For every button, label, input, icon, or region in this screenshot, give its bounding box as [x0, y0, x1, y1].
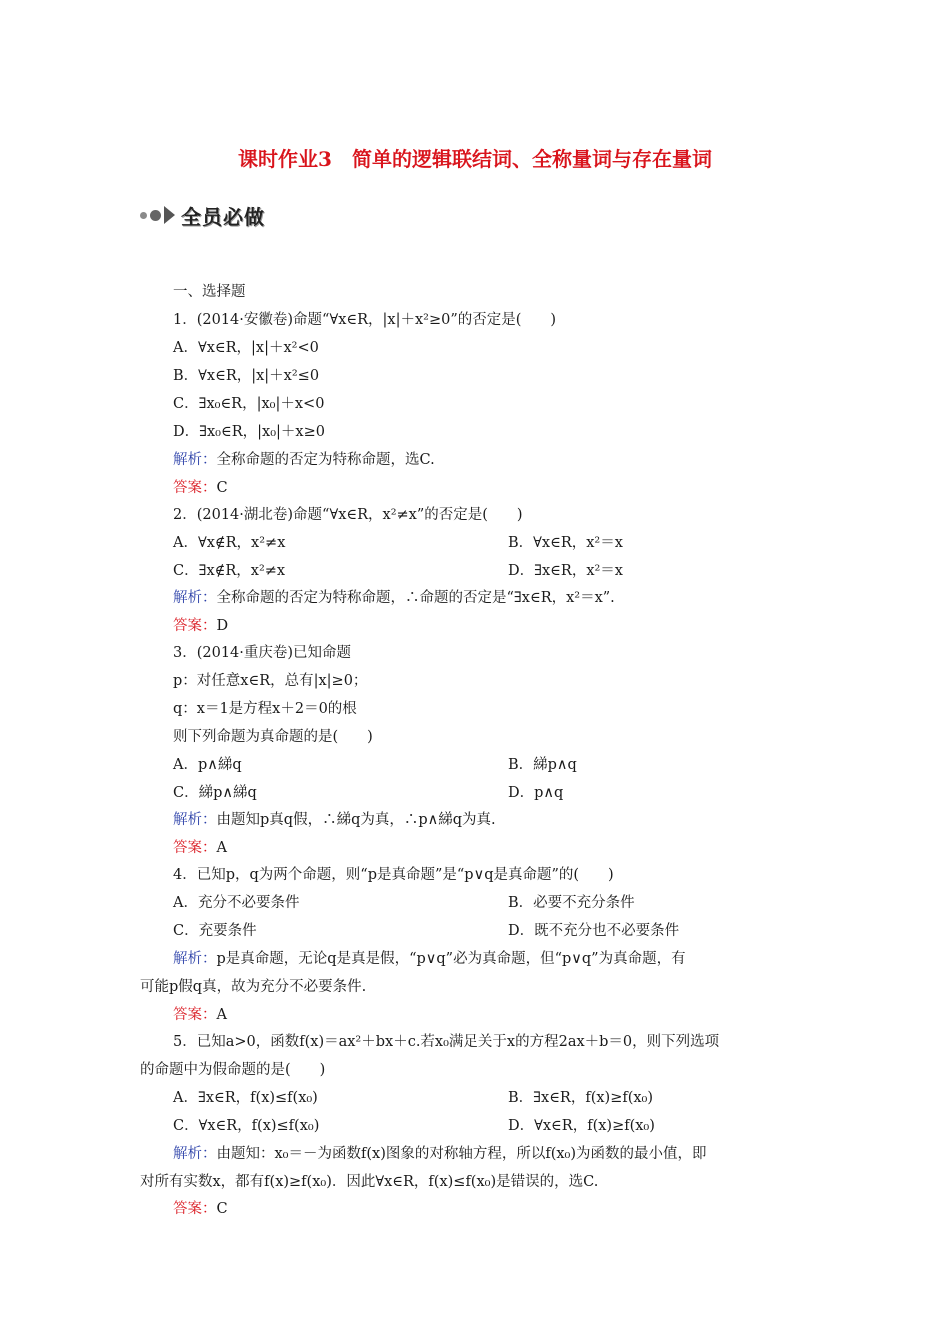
question-5-option-b: B．∃x∈R，f(x)≥f(x₀): [508, 1090, 654, 1106]
question-4-stem: 4．已知p，q为两个命题，则“p是真命题”是“p∨q是真命题”的( ): [173, 867, 614, 883]
question-1-option-b: B．∀x∈R，|x|＋x²≤0: [173, 368, 320, 384]
answer-text: A: [216, 1007, 227, 1023]
analysis-label: 解析：: [173, 951, 217, 967]
section-banner: [140, 203, 265, 227]
question-1-stem: 1．(2014·安徽卷)命题“∀x∈R，|x|＋x²≥0”的否定是( ): [173, 312, 557, 328]
question-2-analysis: [173, 586, 615, 607]
question-1-option-d: D．∃x₀∈R，|x₀|＋x≥0: [173, 424, 325, 440]
answer-text: C: [216, 480, 228, 496]
question-4-analysis: [173, 947, 686, 968]
answer-text: D: [216, 618, 229, 634]
analysis-label: 解析：: [173, 1146, 217, 1162]
section-heading: 一、选择题: [173, 284, 246, 300]
analysis-text: 全称命题的否定为特称命题，选C.: [216, 452, 435, 468]
question-4-analysis-cont: 可能p假q真，故为充分不必要条件.: [140, 979, 367, 995]
question-2-answer: [173, 614, 228, 635]
question-3-premise-p: p：对任意x∈R，总有|x|≥0；: [173, 673, 368, 689]
question-5-analysis-cont: 对所有实数x，都有f(x)≥f(x₀)．因此∀x∈R，f(x)≤f(x₀)是错误的，选C.: [140, 1174, 599, 1190]
question-3-premise-q: q：x＝1是方程x＋2＝0的根: [173, 701, 357, 717]
analysis-label: 解析：: [173, 452, 217, 468]
question-2-option-a: A．∀x∉R，x²≠x: [173, 535, 286, 551]
analysis-label: 解析：: [173, 812, 217, 828]
question-3-stem: 3．(2014·重庆卷)已知命题: [173, 645, 352, 661]
question-3-option-b: B．綈p∧q: [508, 757, 577, 773]
question-4-option-c: C．充要条件: [173, 923, 257, 939]
question-3-ask: 则下列命题为真命题的是( ): [173, 729, 373, 745]
answer-label: 答案：: [173, 840, 217, 856]
question-5-option-c: C．∀x∈R，f(x)≤f(x₀): [173, 1118, 320, 1134]
question-1-answer: [173, 476, 228, 497]
analysis-text: 由题知p真q假，∴綈q为真，∴p∧綈q为真.: [216, 812, 496, 828]
question-5-option-a: A．∃x∈R，f(x)≤f(x₀): [173, 1090, 318, 1106]
question-1-analysis: [173, 448, 435, 469]
question-4-answer: [173, 1003, 227, 1024]
answer-label: 答案：: [173, 480, 217, 496]
dot-small-icon: [140, 212, 147, 219]
question-5-answer: [173, 1197, 228, 1218]
answer-label: 答案：: [173, 1201, 217, 1217]
arrow-right-icon: [164, 206, 175, 224]
analysis-label: 解析：: [173, 590, 217, 606]
question-4-option-d: D．既不充分也不必要条件: [508, 923, 680, 939]
question-4-option-a: A．充分不必要条件: [173, 895, 300, 911]
question-5-option-d: D．∀x∈R，f(x)≥f(x₀): [508, 1118, 655, 1134]
question-2-stem: 2．(2014·湖北卷)命题“∀x∈R，x²≠x”的否定是( ): [173, 507, 523, 523]
analysis-text: 全称命题的否定为特称命题，∴命题的否定是“∃x∈R，x²＝x”.: [216, 590, 615, 606]
banner-title: 全员必做: [181, 204, 265, 229]
analysis-text: 由题知：x₀＝－为函数f(x)图象的对称轴方程，所以f(x₀)为函数的最小值，即: [216, 1146, 707, 1162]
analysis-text: p是真命题，无论q是真是假，“p∨q”必为真命题，但“p∨q”为真命题，有: [216, 951, 686, 967]
question-1-option-c: C．∃x₀∈R，|x₀|＋x<0: [173, 396, 325, 412]
question-2-option-c: C．∃x∉R，x²≠x: [173, 563, 286, 579]
question-3-answer: [173, 836, 227, 857]
question-2-option-d: D．∃x∈R，x²＝x: [508, 563, 623, 579]
answer-text: C: [216, 1201, 228, 1217]
question-3-option-a: A．p∧綈q: [173, 757, 242, 773]
question-5-analysis: [173, 1142, 707, 1163]
question-3-analysis: [173, 808, 496, 829]
answer-text: A: [216, 840, 227, 856]
page-title: 课时作业3 简单的逻辑联结词、全称量词与存在量词: [238, 147, 712, 171]
question-2-option-b: B．∀x∈R，x²＝x: [508, 535, 623, 551]
question-4-option-b: B．必要不充分条件: [508, 895, 635, 911]
dot-large-icon: [150, 210, 161, 221]
question-5-stem-cont: 的命题中为假命题的是( ): [140, 1062, 326, 1078]
question-3-option-d: D．p∧q: [508, 785, 564, 801]
question-3-option-c: C．綈p∧綈q: [173, 785, 257, 801]
answer-label: 答案：: [173, 618, 217, 634]
question-5-stem: 5．已知a>0，函数f(x)＝ax²＋bx＋c.若x₀满足关于x的方程2ax＋b＝0，则下列选项: [173, 1034, 720, 1050]
answer-label: 答案：: [173, 1007, 217, 1023]
question-1-option-a: A．∀x∈R，|x|＋x²<0: [173, 340, 319, 356]
